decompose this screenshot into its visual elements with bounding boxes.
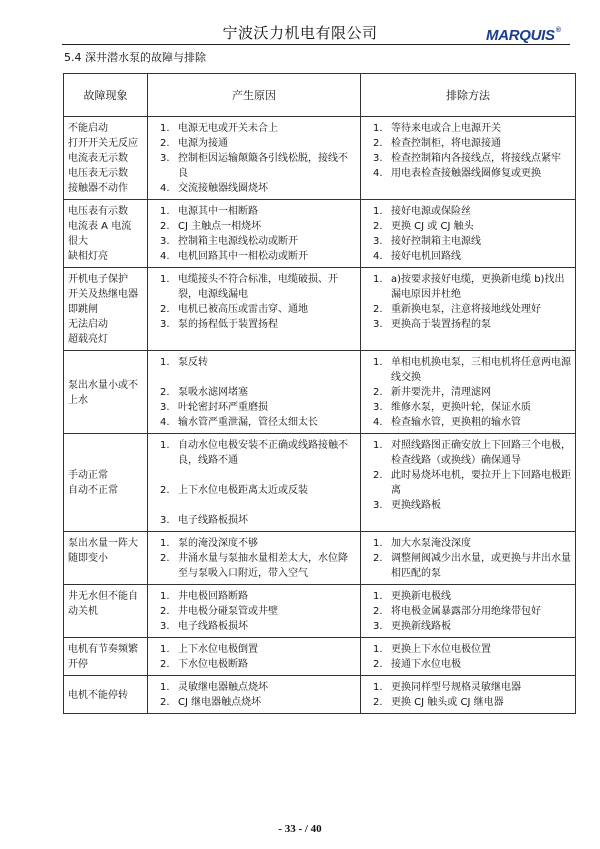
cause-item [152,400,356,415]
symptom-line: 电流表 A 电流 [68,221,132,232]
cause-item [152,385,356,400]
symptom-line: 缺相灯亮 [68,251,108,262]
fix-item [365,604,571,619]
fix-text: 更换同样型号规格灵敏继电器 [391,682,521,693]
spacer [152,468,356,483]
cause-number: 3. [160,402,170,413]
fix-text: 单相电机换电泵，三相电机将任意两电源线交换 [391,357,571,383]
cause-item [152,513,356,528]
fix-item [365,317,571,332]
cause-text: 电子线路板损坏 [178,621,248,632]
fix-text: 更换上下水位电极位置 [391,644,491,655]
fix-number: 2. [373,387,383,398]
header-cause: 产生原因 [148,74,361,117]
fix-text: 将电极金属暴露部分用绝缘带包好 [391,606,541,617]
fix-number: 4. [373,417,383,428]
cause-item [152,249,356,264]
cause-number: 2. [160,387,170,398]
cause-number: 1. [160,123,170,134]
fix-item [365,136,571,151]
fix-number: 1. [373,591,383,602]
symptom-line: 不能启动 [68,123,108,134]
cause-text: 电源其中一相断路 [178,206,258,217]
table-row [64,268,576,351]
fix-item [365,657,571,672]
cause-item [152,536,356,551]
cause-number: 2. [160,659,170,670]
cause-number: 1. [160,538,170,549]
fix-item [365,536,571,551]
cause-text: 泵的扬程低于装置扬程 [178,319,278,330]
cause-number: 3. [160,319,170,330]
cause-item [152,219,356,234]
header-row [64,74,576,117]
symptom-line: 电流表无示数 [68,153,128,164]
fix-number: 2. [373,606,383,617]
fix-item [365,415,571,430]
cause-text: CJ 主触点一相烧坏 [178,221,262,232]
fix-item [365,204,571,219]
cause-number: 2. [160,485,170,496]
symptom-cell [64,434,148,532]
fix-text: 更换 CJ 触头或 CJ 继电器 [391,697,504,708]
fix-item [365,272,571,302]
fix-item [365,438,571,468]
fix-item [365,249,571,264]
brand-logo [486,27,561,44]
symptom-line: 井无水但不能自 [68,591,138,602]
fix-text: 对照线路图正确安放上下回路三个电极，检查线路（或换线）确保通导 [391,440,571,466]
cause-item [152,234,356,249]
cause-number: 3. [160,621,170,632]
fix-number: 1. [373,206,383,217]
symptom-line: 泵出水量小或不 [68,379,138,391]
symptom-line: 电机不能停转 [68,689,128,701]
symptom-line: 上水 [68,394,88,406]
cause-number: 1. [160,206,170,217]
spacer [152,370,356,385]
symptom-line: 无法启动 [68,319,108,330]
cause-number: 1. [160,440,170,451]
cause-number: 3. [160,153,170,164]
table-row [64,351,576,434]
cause-item [152,483,356,498]
symptom-line: 动关机 [68,606,98,617]
company-name: 宁波沃力机电有限公司 [222,24,378,42]
fix-item [365,468,571,498]
fix-number: 3. [373,402,383,413]
fix-item [365,385,571,400]
fix-text: 接好控制箱主电源线 [391,236,481,247]
fix-cell [361,351,576,434]
cause-item [152,181,356,196]
fix-text: 接通下水位电极 [391,659,461,670]
cause-item [152,604,356,619]
fix-number: 3. [373,319,383,330]
cause-cell [148,117,361,200]
fix-number: 4. [373,168,383,179]
fix-text: 用电表检查接触器线圈修复或更换 [391,168,541,179]
cause-text: 井涌水量与泵抽水量相差太大，水位降至与泵吸入口附近，带入空气 [178,553,348,579]
fix-item [365,680,571,695]
logo-text: MARQUIS [486,27,555,44]
cause-item [152,619,356,634]
cause-text: 井电极分碰泵管或井壁 [178,606,278,617]
fix-number: 1. [373,538,383,549]
registered-mark: ® [555,27,561,34]
cause-text: 下水位电极断路 [178,659,248,670]
cause-text: 泵的淹没深度不够 [178,538,258,549]
symptom-line: 即跳闸 [68,304,98,315]
fix-item [365,121,571,136]
fix-item [365,589,571,604]
table-body [64,117,576,714]
fix-text: 此时易烧坏电机，要拉开上下回路电极距离 [391,470,571,496]
cause-text: 上下水位电极距离太近或反装 [178,485,308,496]
symptom-line: 开停 [68,659,88,670]
table-row [64,117,576,200]
header-fix: 排除方法 [361,74,576,117]
cause-text: 自动水位电极安装不正确或线路接触不良，线路不通 [178,440,348,466]
symptom-cell [64,351,148,434]
fix-text: 接好电源或保险丝 [391,206,471,217]
fix-number: 1. [373,123,383,134]
fix-item [365,234,571,249]
cause-number: 1. [160,682,170,693]
cause-text: 电机已被高压或雷击穿、通地 [178,304,308,315]
symptom-cell [64,638,148,676]
header-symptom: 故障现象 [64,74,148,117]
cause-number: 2. [160,697,170,708]
table-header [64,74,576,117]
cause-item [152,695,356,710]
cause-cell [148,200,361,268]
cause-number: 2. [160,606,170,617]
fix-text: 维修水泵，更换叶轮，保证水质 [391,402,531,413]
fix-text: 加大水泵淹没深度 [391,538,471,549]
header-divider [62,44,570,45]
cause-text: 电子线路板损坏 [178,515,248,526]
cause-item [152,642,356,657]
spacer [152,498,356,513]
fix-text: 更换 CJ 或 CJ 触头 [391,221,474,232]
fix-cell [361,434,576,532]
fix-cell [361,676,576,714]
table-row [64,200,576,268]
table-row [64,676,576,714]
fix-cell [361,200,576,268]
table-row [64,434,576,532]
cause-item [152,121,356,136]
cause-text: 泵吸水滤网堵塞 [178,387,248,398]
symptom-line: 泵出水量一阵大 [68,538,138,549]
cause-item [152,438,356,468]
cause-item [152,680,356,695]
cause-text: CJ 继电器触点烧坏 [178,697,262,708]
symptom-line: 随即变小 [68,553,108,564]
cause-item [152,302,356,317]
fix-item [365,551,571,581]
fix-item [365,219,571,234]
cause-item [152,136,356,151]
fix-number: 2. [373,138,383,149]
fix-text: 重新换电泵，注意将接地线处理好 [391,304,541,315]
fault-table-container [63,73,575,714]
cause-text: 井电极回路断路 [178,591,248,602]
cause-text: 灵敏继电器触点烧坏 [178,682,268,693]
symptom-line: 接触器不动作 [68,183,128,194]
fix-cell [361,638,576,676]
fix-number: 3. [373,621,383,632]
symptom-line: 很大 [68,236,88,247]
cause-number: 2. [160,553,170,564]
fix-number: 1. [373,357,383,368]
cause-text: 叶轮密封环严重磨损 [178,402,268,413]
cause-number: 2. [160,138,170,149]
cause-number: 1. [160,357,170,368]
symptom-cell [64,117,148,200]
cause-item [152,355,356,370]
fix-item [365,498,571,513]
fix-item [365,302,571,317]
fix-number: 2. [373,221,383,232]
fix-item [365,695,571,710]
cause-item [152,589,356,604]
fix-number: 1. [373,440,383,451]
fix-text: 检查控制柜，将电源接通 [391,138,501,149]
fix-item [365,400,571,415]
fix-cell [361,532,576,585]
fix-number: 1. [373,274,383,285]
cause-number: 4. [160,183,170,194]
fix-number: 2. [373,697,383,708]
cause-number: 2. [160,304,170,315]
fix-number: 3. [373,236,383,247]
cause-cell [148,585,361,638]
fix-item [365,151,571,166]
symptom-line: 手动正常 [68,470,108,481]
cause-number: 3. [160,236,170,247]
fix-number: 2. [373,470,383,481]
fix-cell [361,117,576,200]
symptom-cell [64,268,148,351]
cause-number: 4. [160,251,170,262]
cause-number: 1. [160,274,170,285]
table-row [64,585,576,638]
symptom-cell [64,532,148,585]
symptom-line: 超载亮灯 [68,334,108,345]
fix-item [365,166,571,181]
cause-text: 控制箱主电源线松动或断开 [178,236,298,247]
cause-item [152,657,356,672]
fix-text: 更换高于装置扬程的泵 [391,319,491,330]
cause-cell [148,676,361,714]
cause-item [152,272,356,302]
symptom-line: 开关及热继电器 [68,289,138,300]
cause-text: 交流接触器线圈烧坏 [178,183,268,194]
fix-number: 2. [373,659,383,670]
symptom-cell [64,585,148,638]
fix-number: 1. [373,644,383,655]
cause-text: 电源无电或开关未合上 [178,123,278,134]
fix-item [365,619,571,634]
fix-text: 更换新电极线 [391,591,451,602]
cause-cell [148,434,361,532]
cause-item [152,151,356,181]
cause-text: 泵反转 [178,357,208,368]
fix-text: 检查输水管，更换粗的输水管 [391,417,521,428]
fix-number: 4. [373,251,383,262]
fix-item [365,355,571,385]
cause-text: 电机回路其中一相松动或断开 [178,251,308,262]
fix-text: 等待来电或合上电源开关 [391,123,501,134]
fix-cell [361,585,576,638]
fix-text: 更换新线路板 [391,621,451,632]
symptom-cell [64,200,148,268]
cause-cell [148,268,361,351]
symptom-line: 自动不正常 [68,485,118,496]
symptom-cell [64,676,148,714]
cause-cell [148,638,361,676]
symptom-line: 电压表有示数 [68,206,128,217]
fix-number: 3. [373,153,383,164]
cause-cell [148,532,361,585]
section-title: 5.4 深井潜水泵的故障与排除 [64,51,206,64]
cause-number: 1. [160,591,170,602]
cause-item [152,551,356,581]
fix-text: a)按要求接好电缆，更换新电缆 b)找出漏电原因并杜绝 [391,274,565,300]
cause-number: 3. [160,515,170,526]
symptom-line: 开机电子保护 [68,274,128,285]
cause-text: 输水管严重泄漏，管径太细太长 [178,417,318,428]
fix-text: 检查控制箱内各接线点，将接线点紧牢 [391,153,561,164]
fix-cell [361,268,576,351]
table-row [64,532,576,585]
fix-number: 3. [373,500,383,511]
fix-text: 更换线路板 [391,500,441,511]
table-row [64,638,576,676]
cause-text: 上下水位电极倒置 [178,644,258,655]
page-number: - 33 - / 40 [278,823,322,835]
cause-text: 电缆接头不符合标准，电缆破损、开裂，电源线漏电 [178,274,338,300]
symptom-line: 电压表无示数 [68,168,128,179]
cause-item [152,204,356,219]
cause-text: 电源为接通 [178,138,228,149]
cause-item [152,317,356,332]
fix-item [365,642,571,657]
symptom-line: 打开开关无反应 [68,138,138,149]
cause-text: 控制柜因运输颠簸各引线松脱，接线不良 [178,153,348,179]
cause-number: 1. [160,644,170,655]
fix-number: 2. [373,304,383,315]
symptom-line: 电机有节奏频繁 [68,644,138,655]
cause-cell [148,351,361,434]
fix-text: 接好电机回路线 [391,251,461,262]
fix-number: 1. [373,682,383,693]
cause-number: 4. [160,417,170,428]
cause-item [152,415,356,430]
fix-text: 新井要洗井，清理滤网 [391,387,491,398]
cause-number: 2. [160,221,170,232]
fault-table [63,73,576,714]
fix-number: 2. [373,553,383,564]
fix-text: 调整闸阀减少出水量，或更换与井出水量相匹配的泵 [391,553,571,579]
